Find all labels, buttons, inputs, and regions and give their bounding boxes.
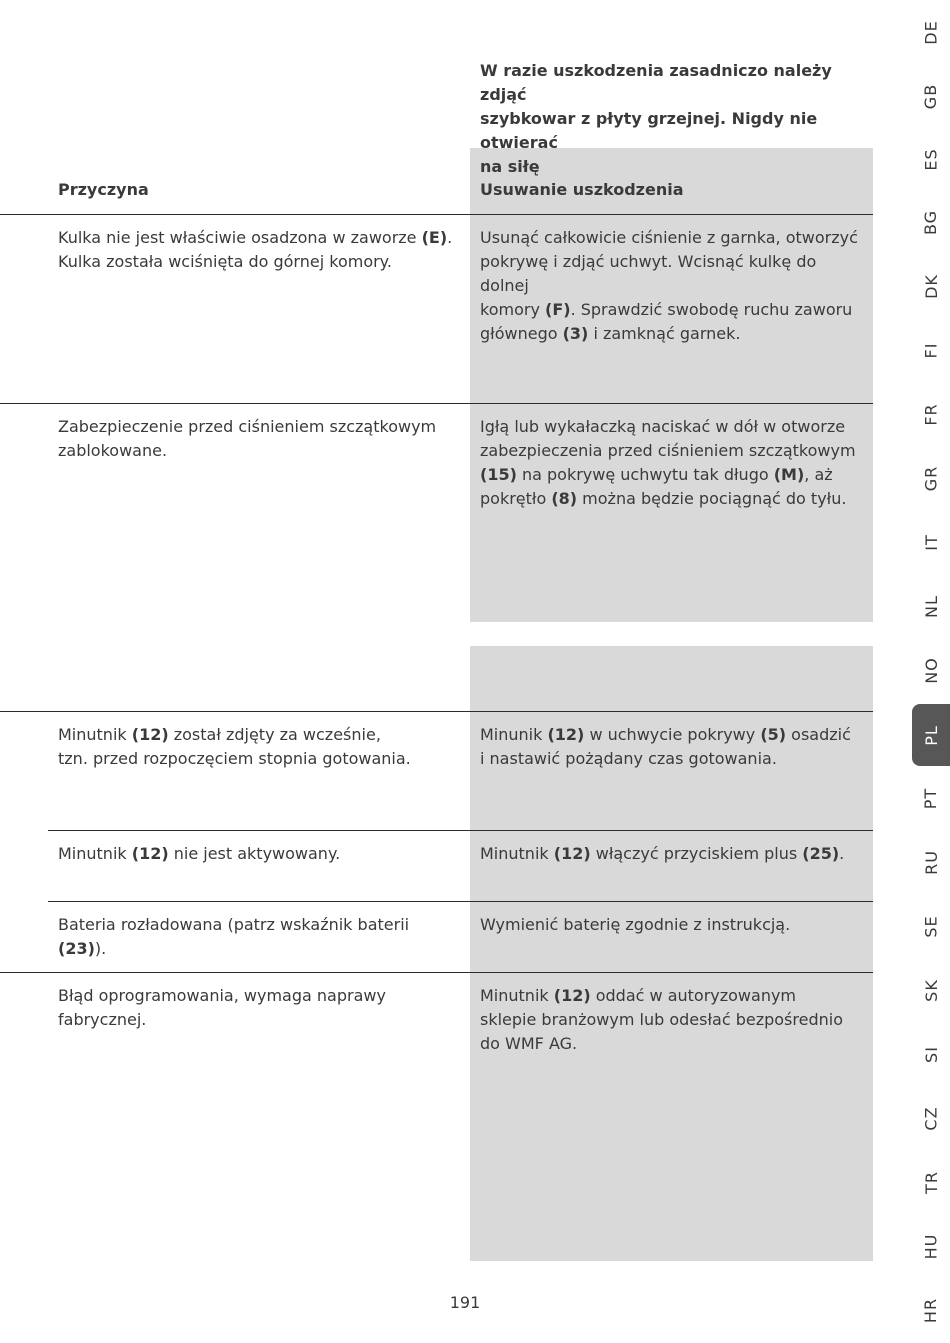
language-tab-label: PL [921,724,941,746]
language-tab-label: ES [921,147,941,171]
language-tab-label: GR [921,465,941,491]
language-tab-label: DK [921,273,941,299]
language-tab-es[interactable] [912,128,950,190]
cause-line: Kulka została wciśnięta do górnej komory. [58,252,392,271]
language-tab-label: RU [921,849,941,875]
fix-line: głównego (3) i zamknąć garnek. [480,324,741,343]
language-tab-si[interactable] [912,1023,950,1085]
table-rule [48,830,873,831]
table-rule [0,972,873,973]
fix-line: i nastawić pożądany czas gotowania. [480,749,777,768]
table-row [58,723,458,771]
warning-line: szybkowar z płyty grzejnej. Nigdy nie otwierać [480,109,818,152]
language-tab-label: BG [921,209,941,235]
fix-line: pokrywę i zdjąć uchwyt. Wcisnąć kulkę do dolnej [480,252,817,295]
language-tab-it[interactable] [912,511,950,573]
language-tab-label: HU [921,1233,941,1259]
cause-line: Zabezpieczenie przed ciśnieniem szczątkowym [58,417,437,436]
language-tab-label: IT [921,533,941,551]
language-tab-label: GB [921,83,941,109]
language-tab-label: TR [921,1170,941,1194]
fix-line: Minutnik (12) włączyć przyciskiem plus (25). [480,844,845,863]
cause-line: Minutnik (12) nie jest aktywowany. [58,844,341,863]
language-tab-label: HR [921,1297,941,1323]
language-tab-dk[interactable] [912,255,950,317]
language-tab-label: SI [921,1045,941,1063]
language-tab-pl[interactable] [912,704,950,766]
cause-line: (23)). [58,939,107,958]
cause-line: Minutnik (12) został zdjęty za wcześnie, [58,725,381,744]
language-tab-label: FI [921,342,941,358]
language-tab-sk[interactable] [912,959,950,1021]
table-rule [0,403,873,404]
table-row-fix [480,842,870,866]
fix-line: Usunąć całkowicie ciśnienie z garnka, otworzyć [480,228,858,247]
table-row [58,415,458,463]
fix-line: pokrętło (8) można będzie pociągnąć do tyłu. [480,489,847,508]
language-tabs [912,0,950,1343]
language-tab-se[interactable] [912,895,950,957]
language-tab-ru[interactable] [912,831,950,893]
fix-column-shade-top [470,148,873,622]
fix-line: (15) na pokrywę uchwytu tak długo (M), aż [480,465,833,484]
table-row [58,984,458,1032]
language-tab-label: PT [921,787,941,809]
fix-line: Wymienić baterię zgodnie z instrukcją. [480,915,791,934]
cause-line: Błąd oprogramowania, wymaga naprawy [58,986,386,1005]
language-tab-label: CZ [921,1105,941,1131]
language-tab-label: NO [921,656,941,684]
table-row-fix [480,415,870,511]
language-tab-cz[interactable] [912,1087,950,1149]
fix-line: zabezpieczenia przed ciśnieniem szczątkowym [480,441,856,460]
table-rule [0,711,873,712]
cause-line: Bateria rozładowana (patrz wskaźnik baterii [58,915,410,934]
language-tab-fr[interactable] [912,383,950,445]
language-tab-bg[interactable] [912,191,950,253]
language-tab-label: FR [921,402,941,426]
warning-line: W razie uszkodzenia zasadniczo należy zdjąć [480,61,832,104]
table-row-fix [480,226,870,346]
table-row [58,913,458,961]
header-fix: Usuwanie uszkodzenia [480,180,684,199]
warning-line: na siłę [480,157,540,176]
language-tab-fi[interactable] [912,319,950,381]
fix-line: do WMF AG. [480,1034,578,1053]
language-tab-label: SE [921,914,941,938]
language-tab-label: NL [921,594,941,618]
table-row-fix [480,723,870,771]
table-row [58,842,458,866]
language-tab-gr[interactable] [912,447,950,509]
fix-line: Igłą lub wykałaczką naciskać w dół w otworze [480,417,846,436]
cause-line: fabrycznej. [58,1010,147,1029]
cause-line: Kulka nie jest właściwie osadzona w zaworze (E). [58,228,453,247]
language-tab-nl[interactable] [912,575,950,637]
cause-line: tzn. przed rozpoczęciem stopnia gotowania. [58,749,411,768]
cause-line: zablokowane. [58,441,168,460]
table-row-fix [480,913,870,937]
table-rule [48,901,873,902]
language-tab-tr[interactable] [912,1151,950,1213]
table-row [58,226,458,274]
page-number: 191 [449,1293,481,1312]
language-tab-de[interactable] [912,1,950,63]
language-tab-gb[interactable] [912,65,950,127]
language-tab-label: DE [921,19,941,45]
warning-note [480,59,870,179]
table-row-fix [480,984,870,1056]
fix-line: Minutnik (12) oddać w autoryzowanym [480,986,797,1005]
table-rule [0,214,873,215]
language-tab-pt[interactable] [912,767,950,829]
fix-line: sklepie branżowym lub odesłać bezpośrednio [480,1010,843,1029]
fix-line: komory (F). Sprawdzić swobodę ruchu zaworu [480,300,853,319]
fix-line: Minunik (12) w uchwycie pokrywy (5) osadzić [480,725,851,744]
language-tab-no[interactable] [912,639,950,701]
header-cause: Przyczyna [58,180,149,199]
language-tab-hu[interactable] [912,1215,950,1277]
language-tab-label: SK [921,978,941,1002]
